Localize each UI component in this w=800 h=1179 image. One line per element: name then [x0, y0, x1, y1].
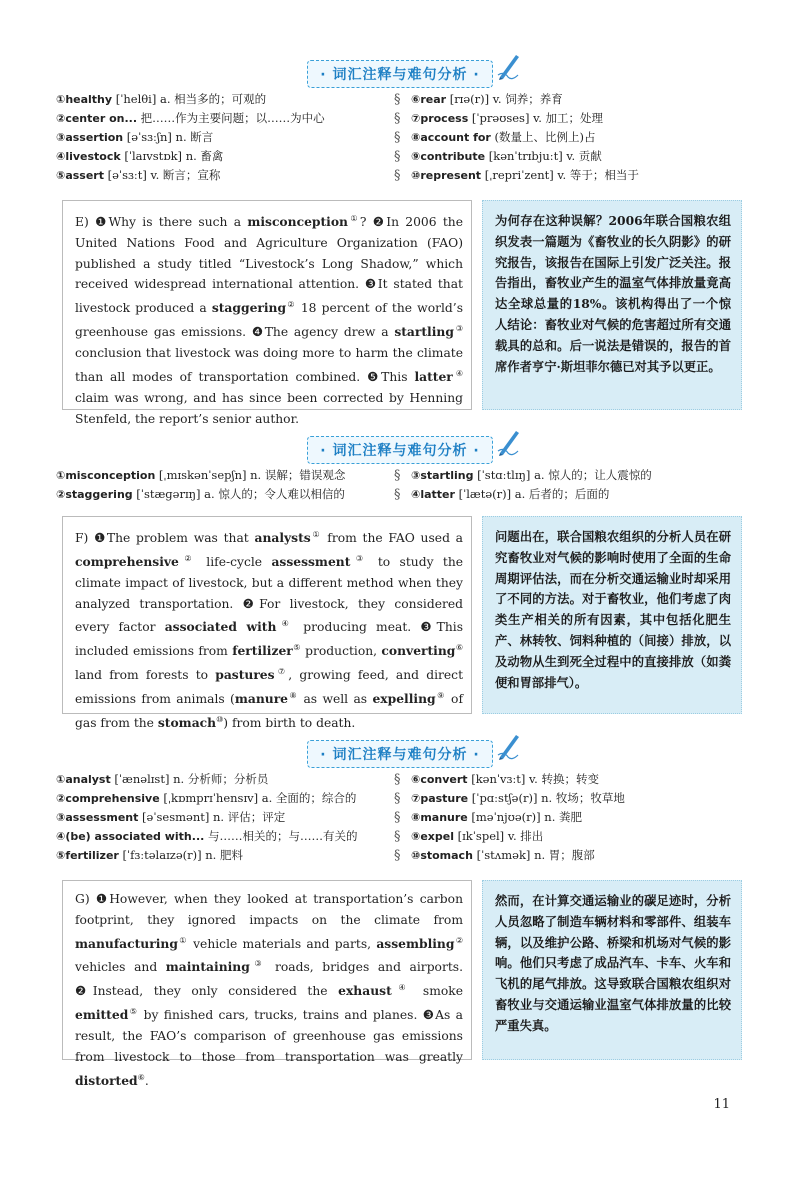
key-word: startling: [394, 324, 454, 340]
vocab-entry: [411, 808, 741, 827]
vocab-definition: 与……相关的；与……有关的: [204, 829, 358, 843]
vocab-entry: [411, 147, 741, 166]
text-run: F) ❶The problem was that: [75, 531, 255, 546]
vocab-entry: [56, 770, 386, 789]
key-word: assessment: [271, 553, 351, 569]
footnote-marker: ③: [350, 553, 369, 563]
footnote-marker: ⑤: [128, 1007, 139, 1017]
vocab-definition: [rɪə(r)] v. 饲养；养育: [446, 92, 563, 106]
footnote-marker: ①: [310, 530, 322, 539]
vocab-word: ⑥convert: [411, 773, 468, 786]
vocab-entry: [56, 827, 386, 846]
vocab-entry: [411, 789, 741, 808]
section-header-label: · 词汇注释与难句分析 ·: [307, 60, 492, 88]
vocab-definition: [əˈsesmənt] n. 评估；评定: [138, 810, 286, 824]
vocab-column-right: [411, 466, 741, 504]
paragraph-g: [62, 880, 742, 1088]
vocab-definition: [ˌmɪskənˈsepʃn] n. 误解；错误观念: [155, 468, 346, 482]
key-word: maintaining: [165, 959, 250, 975]
vocab-column-left: [56, 466, 386, 504]
vocab-definition: [ˌrepriˈzent] v. 等于；相当于: [481, 168, 639, 182]
divider: § § § § §: [394, 772, 401, 863]
key-word: emitted: [75, 1007, 129, 1023]
vocab-entry: [411, 90, 741, 109]
vocab-entry: [411, 827, 741, 846]
text-run: to study the climate impact of livestock, but a different method when they analyzed transportation. ❷For livestock, they considered every factor: [75, 554, 464, 635]
vocab-entry: [411, 770, 741, 789]
vocab-word: ⑤assert: [56, 169, 104, 182]
vocab-word: ③startling: [411, 469, 474, 482]
paragraph-f: [62, 516, 742, 731]
vocab-word: ②comprehensive: [56, 792, 160, 805]
vocab-word: ⑤fertilizer: [56, 849, 119, 862]
footnote-marker: ②: [178, 553, 197, 563]
key-word: latter: [414, 368, 453, 384]
key-word: associated with: [164, 619, 277, 635]
vocab-entry: [56, 485, 386, 504]
section-header-2: [0, 436, 800, 464]
text-run: 18 percent of the world’s greenhouse gas emissions. ❹The agency drew a: [75, 301, 464, 340]
text-run: G) ❶However, when they looked at transportation’s carbon footprint, they ignored impacts on the climate from: [75, 892, 463, 927]
text-run: .: [144, 1073, 149, 1088]
footnote-marker: ③: [453, 324, 463, 334]
vocab-word: ①healthy: [56, 93, 113, 106]
chinese-translation: 为何存在这种误解？2006年联合国粮农组织发表一篇题为《畜牧业的长久阴影》的研究报告，该报告在国际上引发广泛关注。报告指出，畜牧业产生的温室气体排放量竟高达全球总量的18%。该机构得出了一个惊人结论：畜牧业对气候的危害超过所有交通载具的总和。后一说法是错误的，报告的首席作者亨宁·斯坦菲尔德已对其予以更正。: [482, 200, 742, 410]
pen-icon: [496, 51, 522, 81]
vocab-definition: [ˈstæɡərɪŋ] a. 惊人的；令人难以相信的: [132, 487, 345, 501]
vocab-definition: [məˈnjʊə(r)] n. 粪肥: [467, 810, 583, 824]
vocab-definition: [ˌkɒmprɪˈhensɪv] a. 全面的；综合的: [159, 791, 357, 805]
section-header-1: [0, 60, 800, 88]
text-run: E) ❶Why is there such a: [75, 215, 248, 230]
vocab-entry: [411, 485, 741, 504]
text-run: of gas from the: [75, 692, 464, 731]
english-text: [62, 200, 472, 426]
footnote-marker: ②: [454, 935, 464, 945]
vocab-definition: [ˈlætə(r)] a. 后者的；后面的: [454, 487, 610, 501]
footnote-marker: ①: [347, 214, 360, 223]
chinese-translation: 然而，在计算交通运输业的碳足迹时，分析人员忽略了制造车辆材料和零部件、组装车辆，以及维护公路、桥梁和机场对气候的影响。他们只考虑了成品汽车、卡车、火车和飞机的尾气排放。这导致联合国粮农组织对畜牧业与交通运输业温室气体排放量的比较严重失真。: [482, 880, 742, 1060]
english-text: [62, 516, 472, 731]
vocab-entry: [56, 466, 386, 485]
text-run: land from forests to: [75, 668, 216, 683]
pen-icon: [496, 731, 522, 761]
footnote-marker: ⑩: [216, 714, 224, 724]
vocab-definition: [ˈpɑːstʃə(r)] n. 牧场；牧草地: [468, 791, 625, 805]
text-run: by finished cars, trucks, trains and planes. ❸As a result, the FAO’s comparison of greenhouse gas emissions from livestock to those from transportation was greatly: [75, 1008, 463, 1064]
vocab-word: ⑧account for: [411, 131, 491, 144]
vocab-list-2: [56, 466, 746, 506]
text-run: claim was wrong, and has since been corrected by Henning Stenfeld, the report’s senior author.: [75, 390, 463, 426]
vocab-entry: [56, 808, 386, 827]
footnote-marker: ②: [286, 300, 296, 310]
key-word: expelling: [372, 691, 436, 707]
vocab-word: ⑦pasture: [411, 792, 469, 805]
vocab-word: ②staggering: [56, 488, 133, 501]
key-word: staggering: [211, 300, 287, 316]
vocab-entry: [411, 846, 741, 865]
page-number: 11: [713, 1097, 730, 1112]
vocab-definition: [kənˈvɜːt] v. 转换；转变: [467, 772, 599, 786]
vocab-word: ⑨expel: [411, 830, 454, 843]
vocab-word: ④(be) associated with...: [56, 830, 205, 843]
key-word: misconception: [247, 214, 348, 230]
vocab-entry: [411, 166, 741, 185]
vocab-entry: [56, 147, 386, 166]
vocab-definition: [ˈprəʊses] v. 加工；处理: [468, 111, 604, 125]
chinese-translation: 问题出在，联合国粮农组织的分析人员在研究畜牧业对气候的影响时使用了全面的生命周期评估法，而在分析交通运输业时却采用了不同的方法。对于畜牧业，他们考虑了肉类生产相关的所有因素，其中包括化肥生产、林转牧、饲料种植的（间接）排放，以及动物从生到死全过程中的直接排放（如粪便和胃部排气）。: [482, 516, 742, 714]
vocab-entry: [56, 90, 386, 109]
vocab-definition: [ˈlaɪvstɒk] n. 畜禽: [120, 149, 224, 163]
vocab-word: ⑥rear: [411, 93, 447, 106]
vocab-definition: [ɪkˈspel] v. 排出: [453, 829, 544, 843]
footnote-marker: ④: [391, 983, 413, 993]
footnote-marker: ③: [249, 959, 267, 969]
vocab-word: ⑨contribute: [411, 150, 486, 163]
footnote-marker: ⑨: [435, 691, 446, 701]
vocab-column-left: [56, 90, 386, 185]
key-word: comprehensive: [75, 553, 179, 569]
vocab-definition: [əˈsɜːʃn] n. 断言: [123, 130, 214, 144]
key-word: fertilizer: [232, 643, 293, 659]
text-run: as well as: [298, 692, 373, 707]
key-word: analysts: [254, 530, 311, 546]
divider: § § § § §: [394, 92, 401, 183]
text-run: life-cycle: [196, 554, 272, 569]
footnote-marker: ④: [276, 619, 295, 629]
footnote-marker: ①: [177, 935, 188, 945]
footnote-marker: ⑧: [288, 691, 299, 701]
vocab-list-1: [56, 90, 746, 186]
vocab-word: ⑩represent: [411, 169, 482, 182]
vocab-definition: [əˈsɜːt] v. 断言；宣称: [103, 168, 221, 182]
text-run: producing meat. ❸This included emissions from: [75, 620, 464, 659]
key-word: manufacturing: [75, 935, 178, 951]
text-run: ? ❷In 2006 the United Nations Food and Agriculture Organization (FAO) published a study titled “Livestock’s Long Shadow,” which received widespread international attention. ❸It stated that livestock produced a: [75, 215, 463, 316]
key-word: stomach: [157, 715, 217, 731]
footnote-marker: ⑤: [292, 643, 301, 653]
text-run: smoke: [412, 984, 464, 999]
vocab-word: ④livestock: [56, 150, 121, 163]
paragraph-e: [62, 200, 742, 426]
vocab-word: ④latter: [411, 488, 455, 501]
vocab-column-right: [411, 90, 741, 185]
vocab-definition: 把……作为主要问题；以……为中心: [137, 111, 325, 125]
text-run: from the FAO used a: [321, 531, 464, 546]
text-run: vehicles and: [75, 960, 166, 975]
section-header-label: · 词汇注释与难句分析 ·: [307, 436, 492, 464]
footnote-marker: ⑥: [137, 1072, 145, 1082]
vocab-definition: [ˈænəlɪst] n. 分析师；分析员: [110, 772, 269, 786]
text-run: roads, bridges and airports. ❷Instead, they only considered the: [75, 960, 464, 999]
vocab-entry: [56, 789, 386, 808]
section-header-label: · 词汇注释与难句分析 ·: [307, 740, 492, 768]
vocab-word: ③assessment: [56, 811, 139, 824]
text-run: vehicle materials and parts,: [187, 936, 377, 951]
key-word: exhaust: [338, 983, 392, 999]
vocab-word: ②center on...: [56, 112, 138, 125]
vocab-word: ⑩stomach: [411, 849, 473, 862]
footnote-marker: ④: [452, 368, 463, 378]
key-word: converting: [381, 643, 456, 659]
vocab-entry: [411, 466, 741, 485]
vocab-word: ③assertion: [56, 131, 124, 144]
text-run: ) from birth to death.: [223, 716, 356, 731]
vocab-word: ①misconception: [56, 469, 156, 482]
key-word: pastures: [215, 667, 275, 683]
vocab-entry: [56, 166, 386, 185]
vocab-definition: [ˈfɜːtəlaɪzə(r)] n. 肥料: [118, 848, 243, 862]
section-header-3: [0, 740, 800, 768]
vocab-word: ⑦process: [411, 112, 469, 125]
vocab-column-right: [411, 770, 741, 865]
vocab-word: ⑧manure: [411, 811, 468, 824]
key-word: distorted: [75, 1072, 138, 1088]
vocab-word: ①analyst: [56, 773, 111, 786]
vocab-definition: [ˈhelθi] a. 相当多的；可观的: [112, 92, 267, 106]
vocab-entry: [411, 128, 741, 147]
english-text: [62, 880, 472, 1088]
footnote-marker: ⑥: [455, 643, 463, 653]
text-run: , growing feed, and direct emissions from animals (: [75, 668, 464, 707]
vocab-definition: [kənˈtrɪbjuːt] v. 贡献: [485, 149, 602, 163]
footnote-marker: ⑦: [274, 667, 289, 677]
key-word: manure: [234, 691, 289, 707]
text-run: production,: [300, 644, 382, 659]
vocab-entry: [56, 846, 386, 865]
vocab-entry: [56, 109, 386, 128]
vocab-entry: [411, 109, 741, 128]
vocab-definition: (数量上、比例上)占: [490, 130, 596, 144]
divider: § §: [394, 468, 401, 502]
vocab-definition: [ˈstʌmək] n. 胃；腹部: [472, 848, 595, 862]
pen-icon: [496, 427, 522, 457]
text-run: conclusion that livestock was doing more to harm the climate than all modes of transportation combined. ❺This: [75, 346, 463, 384]
key-word: assembling: [376, 935, 455, 951]
vocab-list-3: [56, 770, 746, 866]
vocab-entry: [56, 128, 386, 147]
vocab-column-left: [56, 770, 386, 865]
vocab-definition: [ˈstɑːtlɪŋ] a. 惊人的；让人震惊的: [473, 468, 652, 482]
